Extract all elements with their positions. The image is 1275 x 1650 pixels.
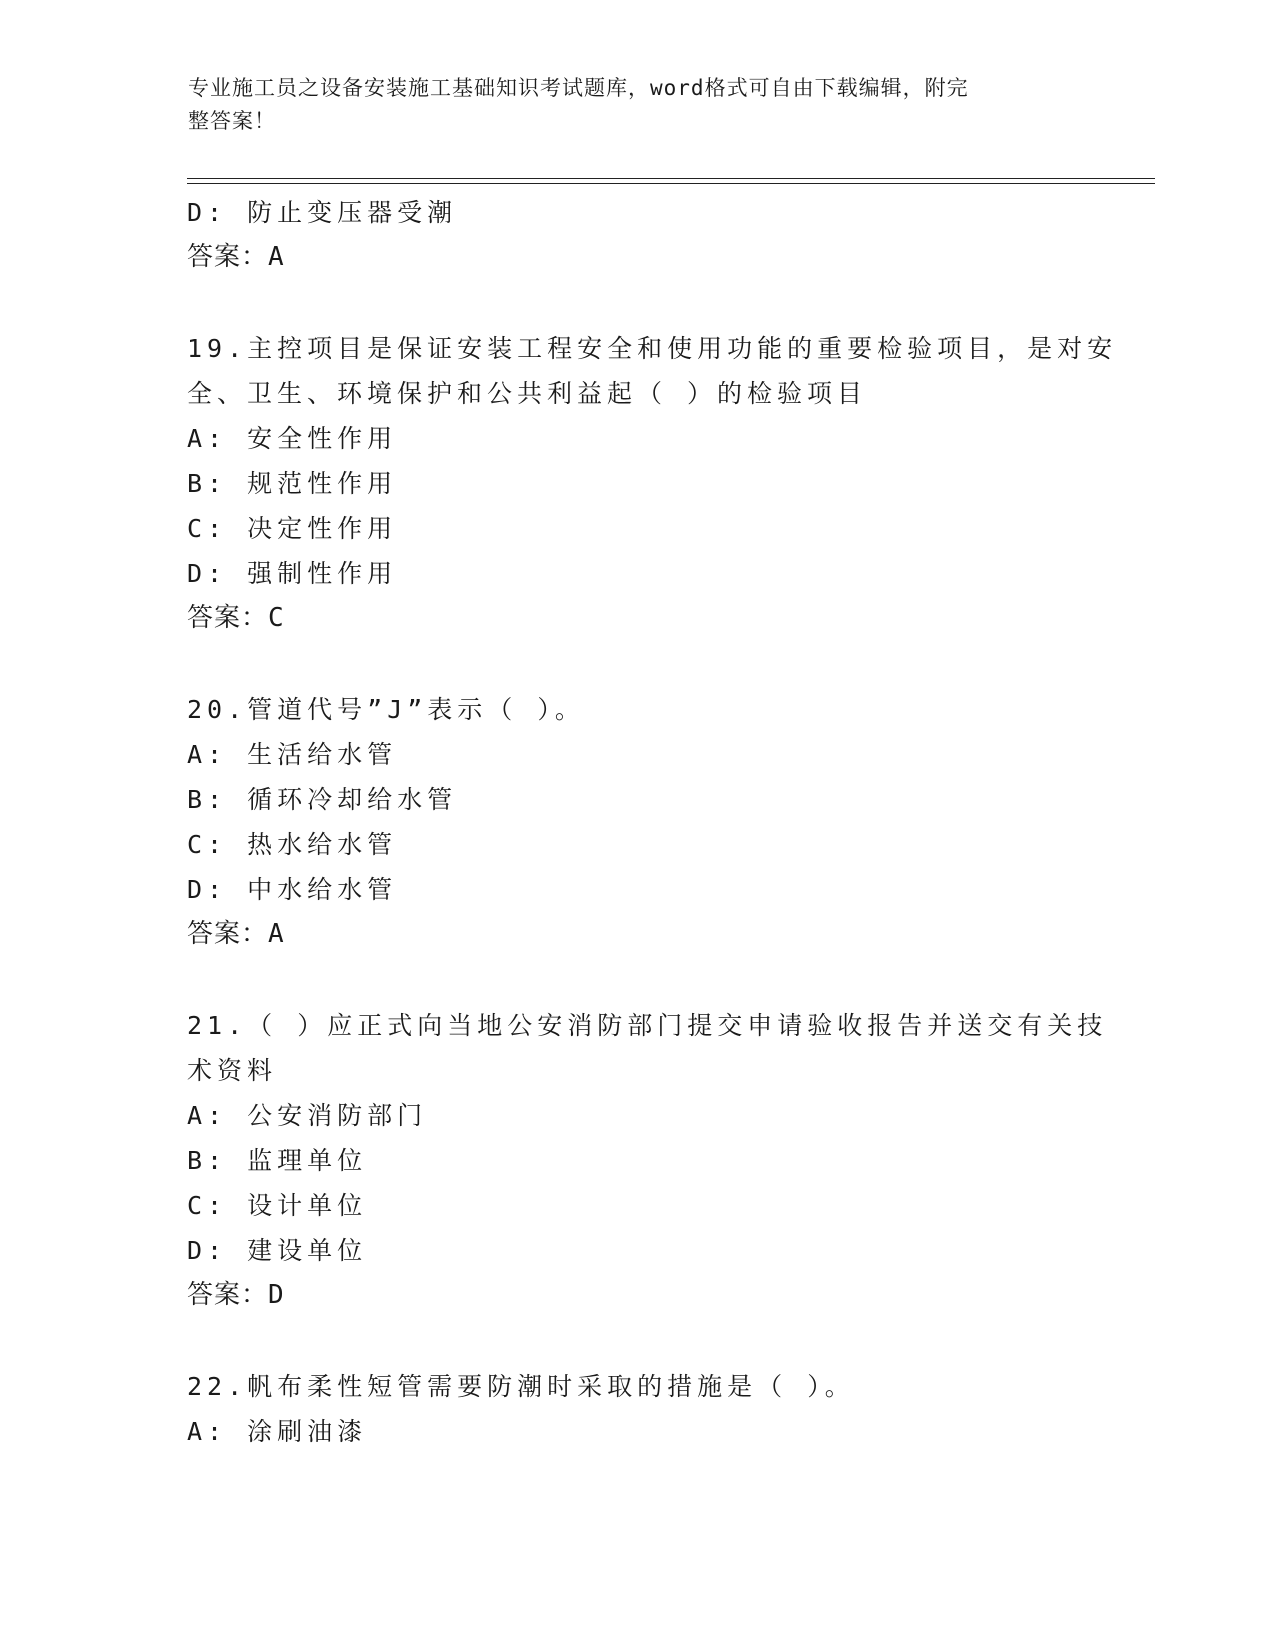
option-a: A: 公安消防部门 [187,1101,428,1130]
option-d: D: 防止变压器受潮 [187,198,458,227]
question-21 [187,1003,1108,1318]
header-line-1: 专业施工员之设备安装施工基础知识考试题库，word格式可自由下载编辑，附完 [188,76,969,100]
option-d: D: 建设单位 [187,1236,368,1265]
option-a: A: 涂刷油漆 [187,1417,368,1446]
header-rule-bottom [187,183,1155,184]
option-a: A: 安全性作用 [187,424,398,453]
answer-line: 答案：A [187,242,285,272]
question-stem: 22.帆布柔性短管需要防潮时采取的措施是（ ）。 [187,1372,855,1401]
question-stem-cont: 术资料 [187,1056,278,1085]
header-line-2: 整答案！ [188,109,276,133]
question-list [187,190,1118,1454]
question-18-tail [187,190,1087,280]
option-c: C: 热水给水管 [187,830,398,859]
question-stem-cont: 全、卫生、环境保护和公共利益起（ ）的检验项目 [187,379,868,408]
question-stem: 20.管道代号”J”表示（ ）。 [187,695,585,724]
option-d: D: 强制性作用 [187,559,398,588]
option-c: C: 设计单位 [187,1191,368,1220]
question-20 [187,687,1087,957]
option-a: A: 生活给水管 [187,740,398,769]
option-b: B: 监理单位 [187,1146,368,1175]
question-19 [187,326,1118,641]
answer-line: 答案：C [187,603,285,633]
option-b: B: 循环冷却给水管 [187,785,458,814]
answer-line: 答案：A [187,919,285,949]
question-stem: 19.主控项目是保证安装工程安全和使用功能的重要检验项目，是对安 [187,334,1118,363]
header-rule-top [187,178,1155,179]
question-22 [187,1364,1087,1454]
question-stem: 21.（ ）应正式向当地公安消防部门提交申请验收报告并送交有关技 [187,1011,1108,1040]
option-b: B: 规范性作用 [187,469,398,498]
option-c: C: 决定性作用 [187,514,398,543]
document-header [188,72,1068,138]
option-d: D: 中水给水管 [187,875,398,904]
answer-line: 答案：D [187,1280,285,1310]
